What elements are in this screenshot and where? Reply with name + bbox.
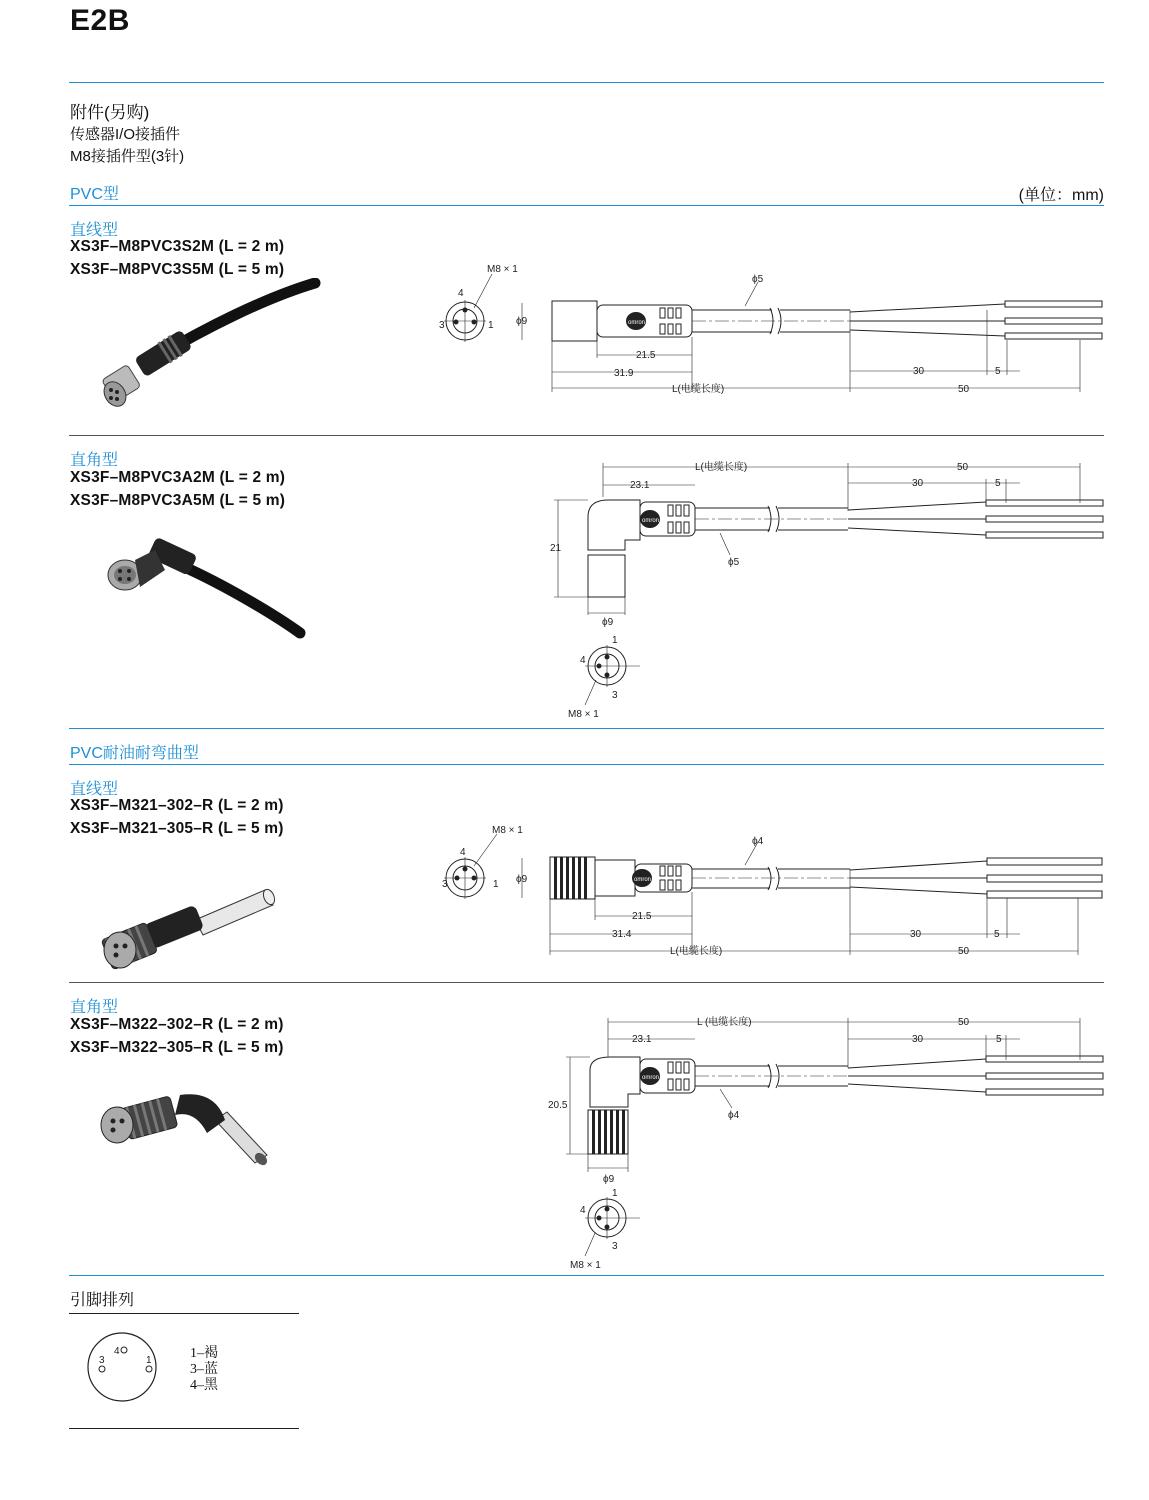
svg-text:21.5: 21.5 (636, 350, 656, 361)
model-number: XS3F–M322–302–R (L = 2 m) (70, 1016, 284, 1033)
svg-text:ϕ9: ϕ9 (602, 617, 614, 628)
heading: 附件(另购) (70, 103, 150, 122)
svg-text:4: 4 (580, 1205, 586, 1216)
svg-text:5: 5 (994, 929, 1000, 940)
svg-text:ϕ9: ϕ9 (516, 316, 528, 327)
drawing-right-angle-oil (540, 1012, 1120, 1272)
svg-text:ϕ5: ϕ5 (728, 557, 740, 568)
pinout-rule-bottom (69, 1428, 299, 1429)
type-label: 直角型 (70, 999, 119, 1016)
section-rule (69, 728, 1104, 729)
section-rule (69, 1275, 1104, 1276)
svg-text:23.1: 23.1 (632, 1034, 652, 1045)
legend-item: 4–黑 (190, 1378, 218, 1393)
type-label: 直角型 (70, 452, 119, 469)
svg-text:5: 5 (995, 478, 1001, 489)
svg-text:3: 3 (439, 320, 445, 331)
svg-text:31.4: 31.4 (612, 929, 632, 940)
svg-text:30: 30 (913, 366, 925, 377)
svg-text:5: 5 (996, 1034, 1002, 1045)
svg-text:ϕ5: ϕ5 (752, 274, 764, 285)
pinout-legend (190, 1346, 218, 1394)
svg-text:L(电缆长度): L(电缆长度) (670, 946, 723, 957)
svg-text:ϕ9: ϕ9 (516, 874, 528, 885)
legend-item: 1–褐 (190, 1346, 218, 1361)
page-title: E2B (70, 4, 130, 37)
svg-text:L(电缆长度): L(电缆长度) (672, 384, 725, 395)
model-number: XS3F–M8PVC3A2M (L = 2 m) (70, 469, 286, 486)
svg-text:30: 30 (910, 929, 922, 940)
svg-text:23.1: 23.1 (630, 480, 650, 491)
svg-text:30: 30 (912, 478, 924, 489)
svg-text:4: 4 (114, 1346, 120, 1357)
svg-text:30: 30 (912, 1034, 924, 1045)
subheading-1: 传感器I/O接插件 (70, 126, 181, 143)
item-divider (69, 435, 1104, 436)
model-number: XS3F–M321–302–R (L = 2 m) (70, 797, 284, 814)
svg-text:21.5: 21.5 (632, 911, 652, 922)
model-number: XS3F–M8PVC3A5M (L = 5 m) (70, 492, 286, 509)
svg-text:20.5: 20.5 (548, 1100, 568, 1111)
svg-text:L(电缆长度): L(电缆长度) (695, 462, 748, 473)
svg-text:50: 50 (958, 384, 970, 395)
svg-text:ϕ4: ϕ4 (728, 1110, 740, 1121)
svg-text:50: 50 (958, 1017, 970, 1028)
svg-text:M8 × 1: M8 × 1 (568, 709, 599, 720)
svg-text:3: 3 (442, 879, 448, 890)
unit-label: (单位：mm) (1018, 187, 1104, 204)
section-rule (69, 764, 1104, 765)
svg-text:4: 4 (458, 288, 464, 299)
svg-text:omron: omron (642, 1075, 660, 1081)
model-number: XS3F–M322–305–R (L = 5 m) (70, 1039, 284, 1056)
svg-text:M8 × 1: M8 × 1 (492, 825, 523, 836)
drawing-right-angle-pvc (540, 455, 1120, 725)
pinout-title: 引脚排列 (70, 1292, 135, 1309)
pinout-diagram (85, 1330, 185, 1410)
drawing-straight-oil (430, 820, 1120, 970)
svg-text:50: 50 (958, 946, 970, 957)
svg-text:1: 1 (612, 1188, 618, 1199)
svg-text:1: 1 (612, 635, 618, 646)
legend-item: 3–蓝 (190, 1362, 218, 1377)
section-rule (69, 205, 1104, 206)
section-title-pvc-oil: PVC耐油耐弯曲型 (70, 745, 199, 762)
section-title-pvc: PVC型 (70, 186, 119, 203)
product-photo-straight (95, 278, 325, 418)
svg-text:3: 3 (612, 690, 618, 701)
svg-text:21: 21 (550, 543, 562, 554)
svg-text:5: 5 (995, 366, 1001, 377)
svg-text:3: 3 (99, 1355, 105, 1366)
svg-text:4: 4 (580, 655, 586, 666)
svg-text:1: 1 (488, 320, 494, 331)
pinout-rule-top (69, 1313, 299, 1314)
svg-text:ϕ9: ϕ9 (603, 1174, 615, 1185)
svg-text:50: 50 (957, 462, 969, 473)
svg-text:omron: omron (642, 518, 660, 524)
drawing-straight-pvc (430, 260, 1120, 410)
svg-text:L (电缆长度): L (电缆长度) (697, 1017, 752, 1028)
svg-text:omron: omron (628, 320, 646, 326)
svg-text:3: 3 (612, 1241, 618, 1252)
product-photo-straight-oil (95, 880, 285, 980)
svg-text:1: 1 (493, 879, 499, 890)
svg-text:1: 1 (146, 1355, 152, 1366)
model-number: XS3F–M321–305–R (L = 5 m) (70, 820, 284, 837)
svg-text:4: 4 (460, 847, 466, 858)
model-number: XS3F–M8PVC3S2M (L = 2 m) (70, 238, 285, 255)
model-number: XS3F–M8PVC3S5M (L = 5 m) (70, 261, 285, 278)
svg-text:M8 × 1: M8 × 1 (487, 264, 518, 275)
header-rule (69, 82, 1104, 83)
product-photo-right-angle-oil (95, 1075, 285, 1175)
item-divider (69, 982, 1104, 983)
type-label: 直线型 (70, 222, 119, 239)
svg-text:M8 × 1: M8 × 1 (570, 1260, 601, 1271)
svg-text:omron: omron (634, 877, 652, 883)
subheading-2: M8接插件型(3针) (70, 148, 185, 165)
svg-text:31.9: 31.9 (614, 368, 634, 379)
svg-text:ϕ4: ϕ4 (752, 836, 764, 847)
product-photo-right-angle (95, 525, 325, 645)
type-label: 直线型 (70, 781, 119, 798)
